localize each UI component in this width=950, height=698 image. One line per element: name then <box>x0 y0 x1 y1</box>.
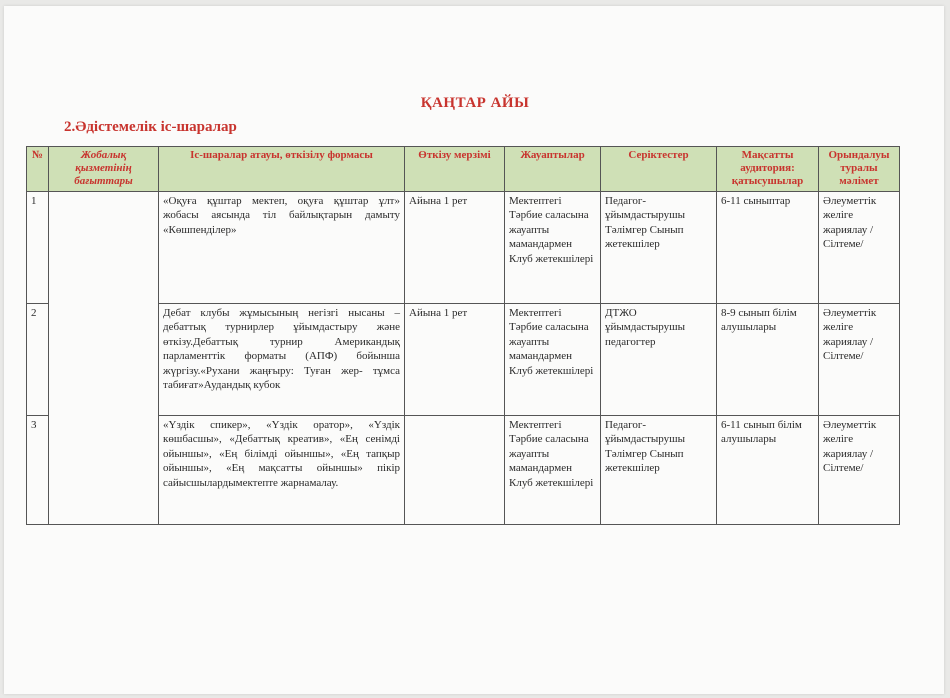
partners-cell: Педагог-ұйымдастырушы Тәлімгер Сынып жетекшілер <box>601 416 717 525</box>
table-header-row <box>27 147 900 192</box>
responsible-cell: Мектептегі Тәрбие саласына жауапты мамандармен Клуб жетекшілері <box>505 416 601 525</box>
section-subtitle: 2.Әдістемелік іс-шаралар <box>64 119 237 135</box>
partners-cell: ДТЖО ұйымдастырушы педагогтер <box>601 304 717 416</box>
responsible-cell: Мектептегі Тәрбие саласына жауапты мамандармен Клуб жетекшілері <box>505 192 601 304</box>
audience-cell: 6-11 сыныптар <box>717 192 819 304</box>
period-cell: Айына 1 рет <box>405 304 505 416</box>
events-table <box>26 146 900 525</box>
row-number: 2 <box>27 304 49 416</box>
header-audience: Мақсатты аудитория: қатысушылар <box>717 147 819 192</box>
audience-cell: 6-11 сынып білім алушылары <box>717 416 819 525</box>
header-direction: Жобалық қызметінің бағыттары <box>49 147 159 192</box>
header-responsible: Жауаптылар <box>505 147 601 192</box>
page-title: ҚАҢТАР АЙЫ <box>420 95 530 111</box>
event-cell: Дебат клубы жұмысының негізгі нысаны – дебаттық турнирлер ұйымдастыру және өткізу.Дебаттық турнир Американдық парламенттік форматы (АПФ) бойынша жүргізу.«Рухани жаңғыру: Туған жер- тұмса табиғат»Аудандық кубок <box>159 304 405 416</box>
info-cell: Әлеуметтік желіге жариялау /Сілтеме/ <box>819 416 900 525</box>
header-partners: Серіктестер <box>601 147 717 192</box>
event-cell: «Үздік спикер», «Үздік оратор», «Үздік көшбасшы», «Дебаттық креатив», «Ең сенімді ойыншы», «Ең білімді ойыншы», «Ең тапқыр ойыншы», «Ең мақсатты ойыншы» пікір сайысшылардымектепте жарнамалау. <box>159 416 405 525</box>
header-event: Іс-шаралар атауы, өткізілу формасы <box>159 147 405 192</box>
header-num: № <box>27 147 49 192</box>
responsible-cell: Мектептегі Тәрбие саласына жауапты мамандармен Клуб жетекшілері <box>505 304 601 416</box>
period-cell <box>405 416 505 525</box>
partners-cell: Педагог-ұйымдастырушы Тәлімгер Сынып жетекшілер <box>601 192 717 304</box>
info-cell: Әлеуметтік желіге жариялау /Сілтеме/ <box>819 192 900 304</box>
period-cell: Айына 1 рет <box>405 192 505 304</box>
event-cell: «Оқуға құштар мектеп, оқуға құштар ұлт» жобасы аясында тіл байлықтарын дамыту «Көшпенділер» <box>159 192 405 304</box>
info-cell: Әлеуметтік желіге жариялау /Сілтеме/ <box>819 304 900 416</box>
table-row <box>27 192 900 304</box>
row-number: 1 <box>27 192 49 304</box>
row-number: 3 <box>27 416 49 525</box>
header-info: Орындалуы туралы мәлімет <box>819 147 900 192</box>
audience-cell: 8-9 сынып білім алушылары <box>717 304 819 416</box>
direction-cell <box>49 192 159 525</box>
header-period: Өткізу мерзімі <box>405 147 505 192</box>
